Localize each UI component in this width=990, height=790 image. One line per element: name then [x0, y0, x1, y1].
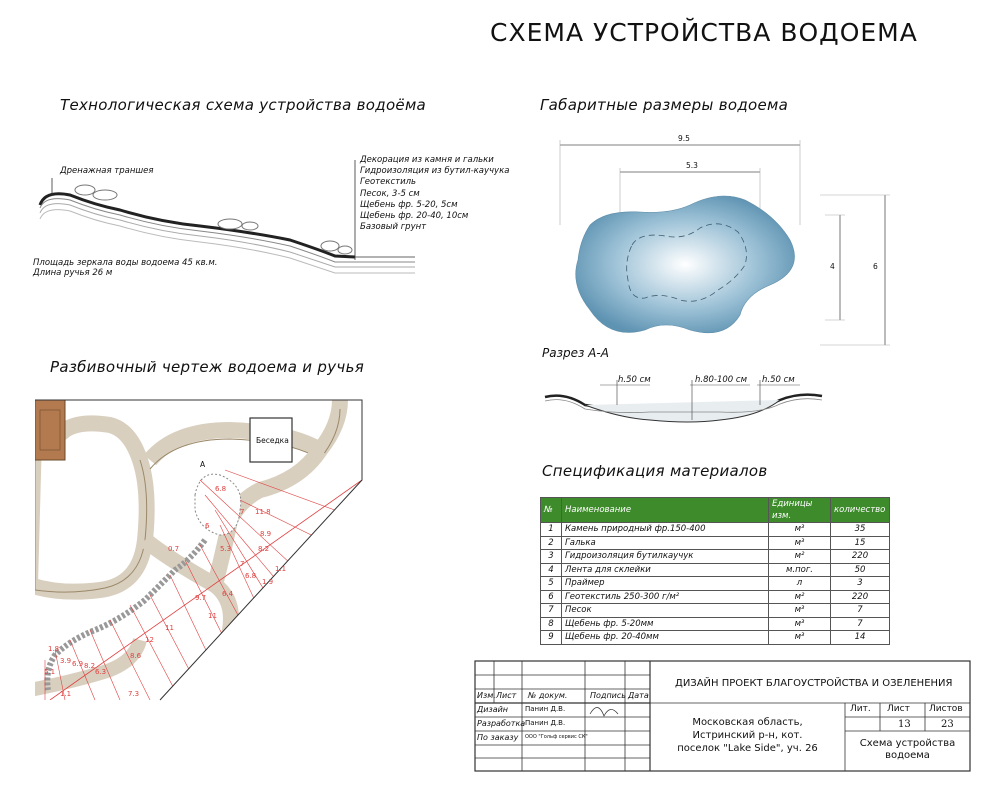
spec-qty: 7 [831, 604, 890, 618]
tech-scheme-title: Технологическая схема устройства водоёма [60, 96, 427, 114]
stamp-col-doc: № докум. [528, 691, 568, 700]
spec-header: Единицы изм. [769, 498, 831, 523]
spec-qty: 220 [831, 550, 890, 564]
stake-label: 7.3 [128, 690, 140, 698]
depth-center: h.80-100 см [695, 375, 747, 385]
layer-item: Щебень фр. 5-20, 5см [360, 199, 458, 210]
spec-qty: 14 [831, 631, 890, 645]
dim-inner-height: 4 [830, 262, 835, 271]
spec-unit: м³ [769, 523, 831, 537]
spec-header: № [541, 498, 562, 523]
spec-unit: м² [769, 550, 831, 564]
stake-label: 3.9 [60, 657, 72, 665]
spec-qty: 220 [831, 590, 890, 604]
spec-row [541, 617, 890, 631]
layer-item: Декорация из камня и гальки [360, 155, 494, 165]
sheet-title [845, 738, 970, 762]
stake-label: 0.7 [168, 545, 180, 553]
stamp-row-order: По заказу [477, 733, 519, 742]
spec-row [541, 550, 890, 564]
spec-name: Лента для склейки [562, 563, 769, 577]
designer-name: Панин Д.В. [525, 705, 566, 713]
spec-row [541, 563, 890, 577]
spec-num: 6 [541, 590, 562, 604]
stake-label: 6.8 [245, 572, 257, 580]
address-line: Истринский р-н, кот. [692, 730, 803, 741]
spec-num: 4 [541, 563, 562, 577]
stake-label: 8.6 [130, 652, 142, 660]
dim-outer-width: 9.5 [678, 134, 690, 143]
stake-label: 7 [240, 560, 245, 568]
spec-unit: м² [769, 590, 831, 604]
spec-header: Наименование [562, 498, 769, 523]
spec-name: Щебень фр. 5-20мм [562, 617, 769, 631]
customer-name: ООО "Гольф сервис СК" [525, 734, 588, 740]
spec-num: 1 [541, 523, 562, 537]
stake-label: 6.8 [215, 485, 227, 493]
stake-label: 6 [205, 522, 210, 530]
spec-num: 3 [541, 550, 562, 564]
spec-header-row [541, 498, 890, 523]
spec-name: Праймер [562, 577, 769, 591]
lit-label: Лит. [850, 704, 871, 714]
address-line: Московская область, [692, 717, 803, 728]
spec-qty: 50 [831, 563, 890, 577]
layer-item: Базовый грунт [360, 222, 427, 233]
stream-note: Длина ручья 26 м [33, 268, 113, 278]
spec-qty: 7 [831, 617, 890, 631]
page-title: СХЕМА УСТРОЙСТВА ВОДОЕМА [490, 18, 918, 47]
tech-section-drawing [40, 160, 415, 273]
spec-name: Геотекстиль 250-300 г/м² [562, 590, 769, 604]
spec-unit: м³ [769, 604, 831, 618]
stamp-col-sign: Подпись [590, 691, 626, 700]
spec-name: Гидроизоляция бутилкаучук [562, 550, 769, 564]
spec-row [541, 604, 890, 618]
spec-num: 7 [541, 604, 562, 618]
drainage-label: Дренажная траншея [60, 166, 154, 176]
address-line: поселок "Lake Side", уч. 26 [677, 743, 818, 754]
pond-dimensions-drawing [560, 140, 890, 345]
stake-label: 6.9 [72, 660, 84, 668]
stake-label: 5.1 [44, 668, 56, 676]
depth-left: h.50 см [618, 375, 651, 385]
layer-list [360, 155, 509, 233]
stamp-col-izm: Изм. [477, 691, 496, 700]
sheets-label: Листов [929, 704, 963, 714]
spec-name: Галька [562, 536, 769, 550]
dim-inner-width: 5.3 [686, 161, 698, 170]
stake-label: 12 [145, 636, 154, 644]
layer-item: Щебень фр. 20-40, 10см [360, 211, 469, 222]
spec-qty: 15 [831, 536, 890, 550]
spec-unit: м³ [769, 536, 831, 550]
layout-plan-drawing [30, 400, 365, 700]
project-name: ДИЗАЙН ПРОЕКТ БЛАГОУСТРОЙСТВА И ОЗЕЛЕНЕНИЯ [675, 678, 953, 689]
section-aa-drawing [545, 380, 822, 422]
spec-unit: м³ [769, 631, 831, 645]
spec-row [541, 631, 890, 645]
developer-name: Панин Д.В. [525, 719, 566, 727]
stake-label: 5.3 [220, 545, 232, 553]
layout-plan-title: Разбивочный чертеж водоема и ручья [50, 358, 365, 376]
stake-label: 11 [165, 624, 174, 632]
layer-item: Гидроизоляция из бутил-каучука [360, 166, 510, 177]
spec-row [541, 536, 890, 550]
stamp-row-design: Дизайн [477, 705, 509, 714]
sheet-title-line: водоема [885, 750, 930, 761]
stake-label: 6.4 [222, 590, 234, 598]
dim-outer-height: 6 [873, 262, 878, 271]
spec-unit: л [769, 577, 831, 591]
area-note: Площадь зеркала воды водоема 45 кв.м. [33, 258, 218, 268]
spec-num: 5 [541, 577, 562, 591]
layer-item: Геотекстиль [360, 177, 417, 188]
sheet-number: 13 [898, 719, 911, 730]
stake-label: 7 [240, 508, 245, 516]
dims-title: Габаритные размеры водоема [540, 96, 789, 114]
stamp-col-date: Дата [628, 691, 649, 700]
spec-name: Щебень фр. 20-40мм [562, 631, 769, 645]
stake-label: 9.7 [195, 594, 207, 602]
layer-item: Песок, 3-5 см [360, 188, 420, 199]
spec-unit: м³ [769, 617, 831, 631]
spec-table [540, 497, 890, 645]
stake-label: 8.2 [84, 662, 96, 670]
spec-num: 2 [541, 536, 562, 550]
sheets-count: 23 [941, 719, 954, 730]
gazebo-label: Беседка [256, 436, 289, 445]
spec-unit: м.пог. [769, 563, 831, 577]
stake-label: 1.1 [275, 565, 287, 573]
section-title: Разрез А-А [542, 346, 609, 360]
spec-row [541, 590, 890, 604]
sheet-title-line: Схема устройства [859, 738, 956, 749]
section-mark: А [200, 460, 206, 469]
spec-row [541, 577, 890, 591]
sheet-label: Лист [887, 704, 910, 714]
address-block [650, 716, 845, 755]
stake-label: 11.8 [255, 508, 271, 516]
depth-right: h.50 см [762, 375, 795, 385]
spec-num: 9 [541, 631, 562, 645]
stake-label: 8.2 [258, 545, 270, 553]
spec-name: Камень природный фр.150-400 [562, 523, 769, 537]
spec-row [541, 523, 890, 537]
stake-label: 6.3 [95, 668, 107, 676]
spec-qty: 35 [831, 523, 890, 537]
stake-label: 11 [208, 612, 217, 620]
stake-label: 8.9 [260, 530, 272, 538]
spec-num: 8 [541, 617, 562, 631]
stake-label: 1.8 [48, 645, 60, 653]
spec-qty: 3 [831, 577, 890, 591]
spec-title: Спецификация материалов [542, 462, 768, 480]
stake-label: 1.9 [262, 578, 274, 586]
spec-name: Песок [562, 604, 769, 618]
spec-header: количество [831, 498, 890, 523]
stake-label: 1.1 [60, 690, 72, 698]
stamp-col-list: Лист [496, 691, 517, 700]
stamp-row-develop: Разработка [477, 719, 526, 728]
